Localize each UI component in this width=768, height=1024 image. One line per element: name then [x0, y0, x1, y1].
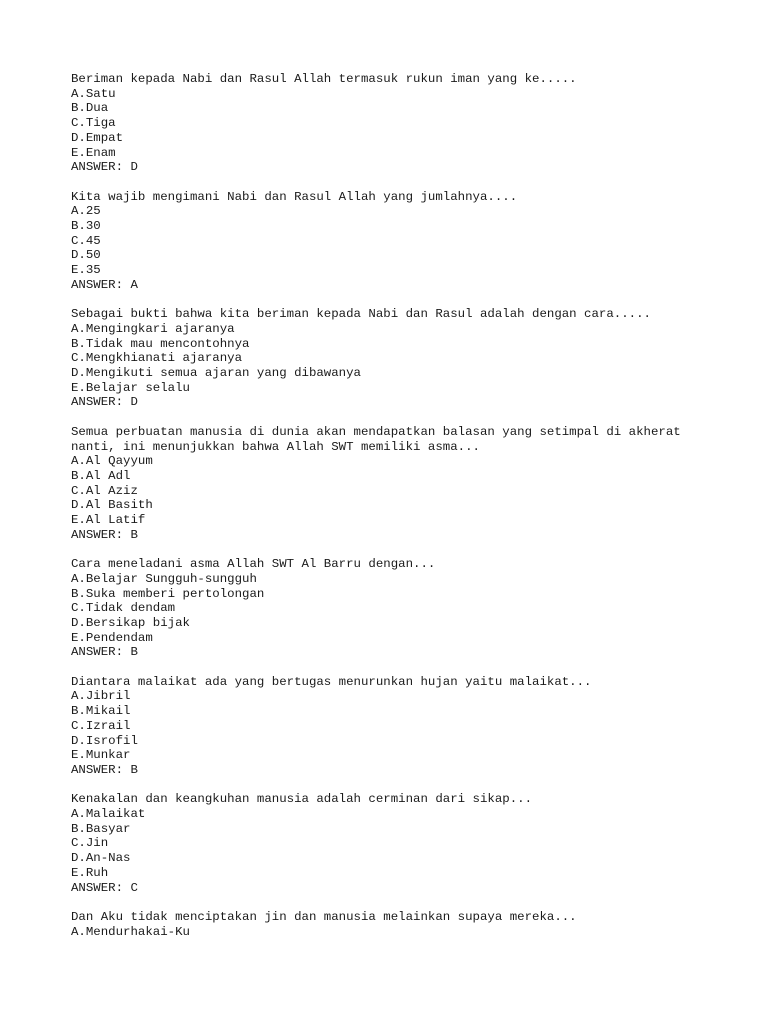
option-d: D.An-Nas — [71, 851, 131, 866]
answer-line: ANSWER: B — [71, 762, 138, 777]
question-text: Kenakalan dan keangkuhan manusia adalah cerminan dari sikap... — [71, 792, 533, 807]
question-block-1 — [71, 72, 731, 175]
option-e: E.Enam — [71, 145, 116, 160]
option-d: D.Isrofil — [71, 733, 138, 748]
question-text: Semua perbuatan manusia di dunia akan mendapatkan balasan yang setimpal di akherat nanti, ini menunjukkan bahwa Allah SWT memiliki asma... — [71, 424, 689, 454]
question-block-2 — [71, 190, 731, 293]
option-d: D.Empat — [71, 130, 124, 145]
option-b: B.30 — [71, 219, 101, 234]
answer-line: ANSWER: B — [71, 527, 138, 542]
option-a: A.Malaikat — [71, 807, 146, 822]
option-b: B.Dua — [71, 101, 109, 116]
option-b: B.Basyar — [71, 821, 131, 836]
option-b: B.Al Adl — [71, 468, 131, 483]
option-a: A.Mendurhakai-Ku — [71, 924, 190, 939]
option-d: D.Al Basith — [71, 498, 153, 513]
option-a: A.Mengingkari ajaranya — [71, 321, 235, 336]
option-e: E.Munkar — [71, 748, 131, 763]
option-a: A.Jibril — [71, 689, 131, 704]
question-block-6 — [71, 675, 731, 778]
option-e: E.Ruh — [71, 865, 109, 880]
option-c: C.Tidak dendam — [71, 601, 176, 616]
question-block-7 — [71, 792, 731, 895]
question-block-5 — [71, 557, 731, 660]
option-c: C.Izrail — [71, 718, 131, 733]
question-block-4 — [71, 425, 731, 543]
answer-line: ANSWER: B — [71, 645, 138, 660]
answer-line: ANSWER: D — [71, 395, 138, 410]
option-b: B.Suka memberi pertolongan — [71, 586, 265, 601]
option-b: B.Mikail — [71, 704, 131, 719]
option-e: E.Al Latif — [71, 513, 146, 528]
question-text: Dan Aku tidak menciptakan jin dan manusia melainkan supaya mereka... — [71, 909, 577, 924]
option-c: C.Al Aziz — [71, 483, 138, 498]
option-d: D.Bersikap bijak — [71, 615, 190, 630]
document-page — [71, 72, 731, 954]
question-text: Cara meneladani asma Allah SWT Al Barru dengan... — [71, 557, 436, 572]
option-e: E.35 — [71, 263, 101, 278]
option-c: C.Tiga — [71, 116, 116, 131]
option-d: D.Mengikuti semua ajaran yang dibawanya — [71, 366, 361, 381]
question-text: Kita wajib mengimani Nabi dan Rasul Allah yang jumlahnya.... — [71, 189, 518, 204]
answer-line: ANSWER: C — [71, 880, 138, 895]
question-block-8 — [71, 910, 731, 939]
question-text: Sebagai bukti bahwa kita beriman kepada Nabi dan Rasul adalah dengan cara..... — [71, 307, 651, 322]
answer-line: ANSWER: D — [71, 160, 138, 175]
question-block-3 — [71, 307, 731, 410]
option-c: C.Jin — [71, 836, 109, 851]
option-a: A.Al Qayyum — [71, 454, 153, 469]
option-a: A.Satu — [71, 86, 116, 101]
option-b: B.Tidak mau mencontohnya — [71, 336, 250, 351]
answer-line: ANSWER: A — [71, 277, 138, 292]
question-text: Diantara malaikat ada yang bertugas menurunkan hujan yaitu malaikat... — [71, 674, 592, 689]
option-c: C.Mengkhianati ajaranya — [71, 351, 243, 366]
option-d: D.50 — [71, 248, 101, 263]
option-c: C.45 — [71, 233, 101, 248]
option-e: E.Pendendam — [71, 630, 153, 645]
question-text: Beriman kepada Nabi dan Rasul Allah termasuk rukun iman yang ke..... — [71, 72, 577, 86]
option-a: A.Belajar Sungguh-sungguh — [71, 571, 257, 586]
option-a: A.25 — [71, 204, 101, 219]
option-e: E.Belajar selalu — [71, 380, 190, 395]
